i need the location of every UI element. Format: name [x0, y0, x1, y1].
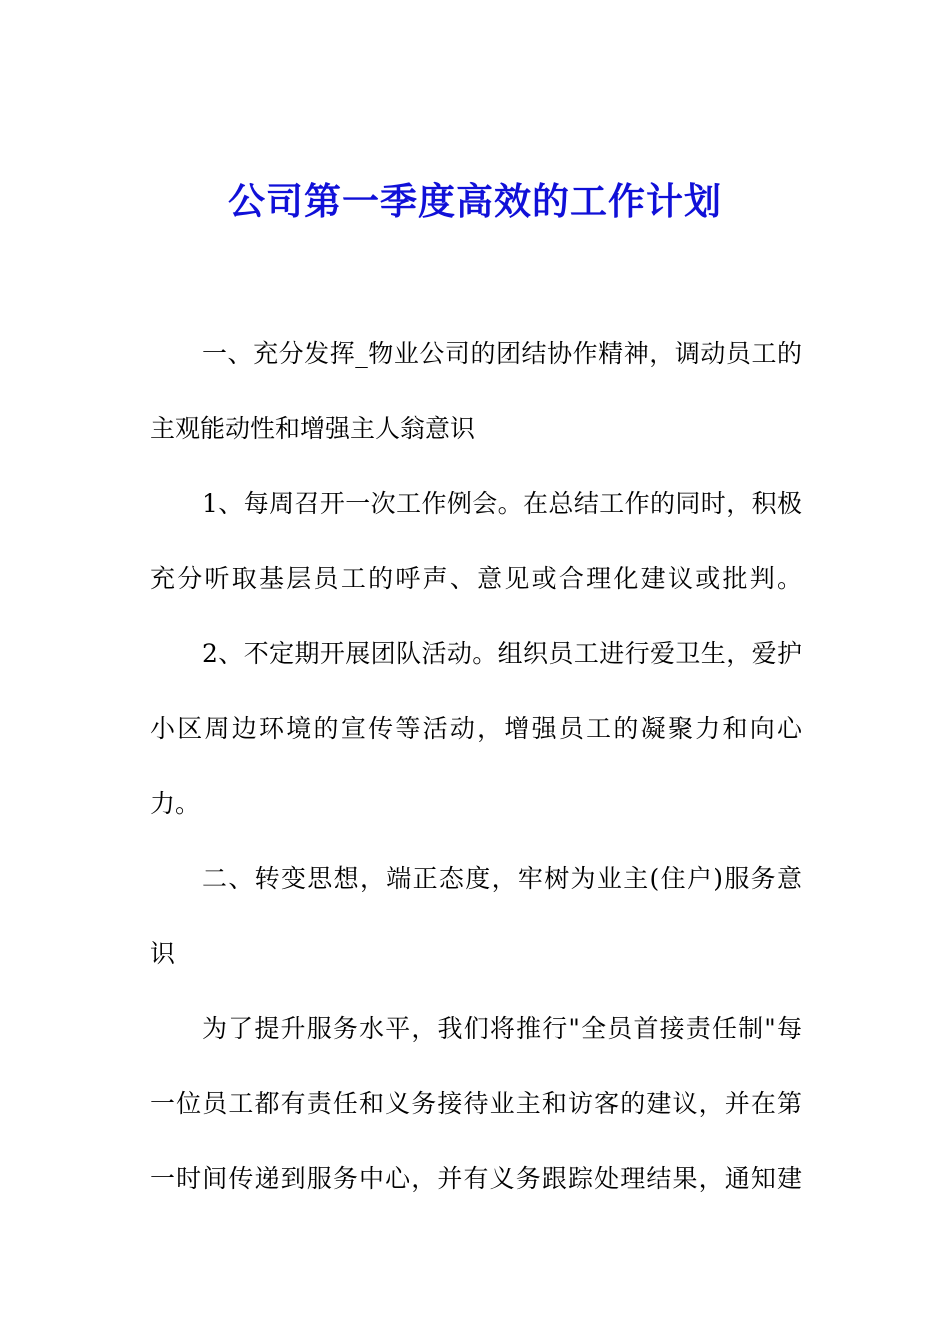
paragraph-3-line-1: 2、不定期开展团队活动。组织员工进行爱卫生，爱护 — [202, 639, 802, 668]
paragraph-3-line-3: 力。 — [150, 789, 201, 818]
paragraph-1-line-1: 一、充分发挥_物业公司的团结协作精神，调动员工的 — [202, 339, 802, 368]
document-title: 公司第一季度高效的工作计划 — [228, 180, 722, 223]
paragraph-2-line-1: 1、每周召开一次工作例会。在总结工作的同时，积极 — [202, 489, 802, 518]
paragraph-3-line-2: 小区周边环境的宣传等活动，增强员工的凝聚力和向心 — [150, 714, 802, 743]
paragraph-4-line-2: 识 — [150, 939, 176, 968]
document-body — [150, 324, 802, 1224]
paragraph-4-line-1: 二、转变思想，端正态度，牢树为业主(住户)服务意 — [202, 864, 802, 893]
paragraph-5-line-1: 为了提升服务水平，我们将推行"全员首接责任制"每 — [202, 1014, 802, 1043]
paragraph-5-line-2: 一位员工都有责任和义务接待业主和访客的建议，并在第 — [150, 1089, 802, 1118]
paragraph-1-line-2: 主观能动性和增强主人翁意识 — [150, 414, 476, 443]
paragraph-2-line-2: 充分听取基层员工的呼声、意见或合理化建议或批判。 — [150, 564, 802, 593]
paragraph-5-line-3: 一时间传递到服务中心，并有义务跟踪处理结果，通知建 — [150, 1164, 802, 1193]
